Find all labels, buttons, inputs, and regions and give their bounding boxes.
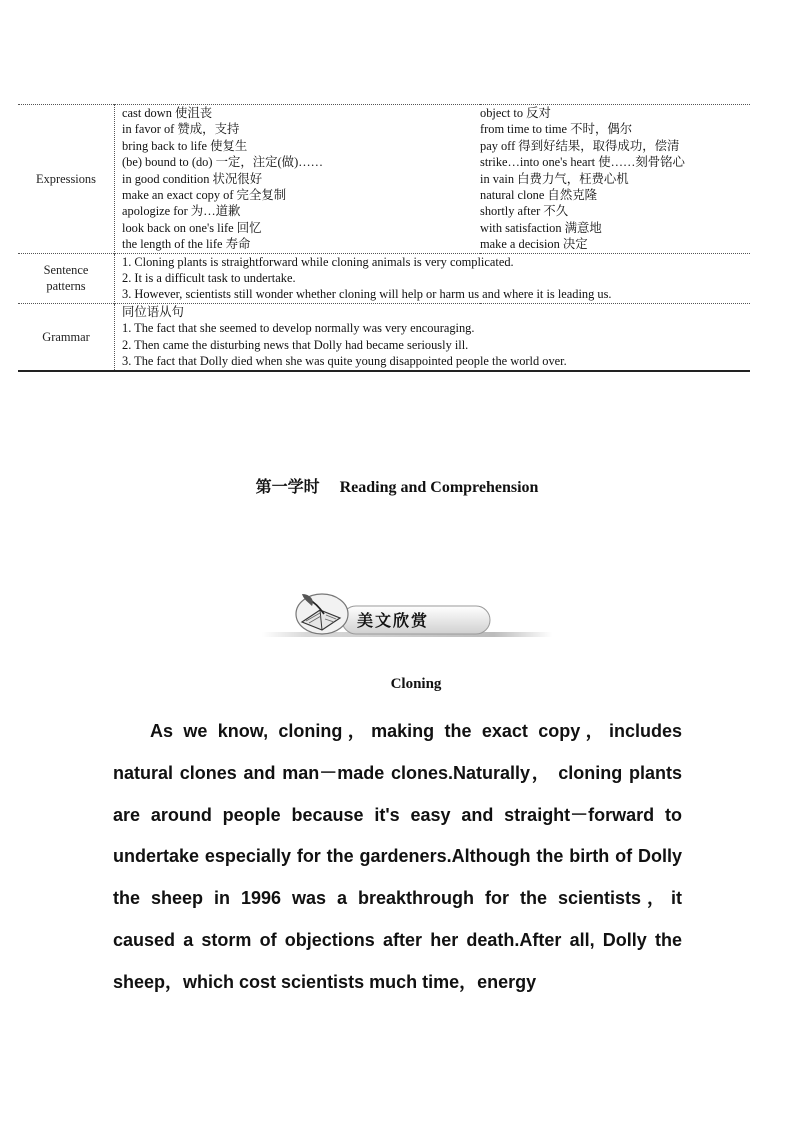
sentence-pattern-line: 2. It is a difficult task to undertake. — [122, 271, 296, 286]
expression-item: natural clone 自然克隆 — [480, 188, 597, 203]
lesson-title: Reading and Comprehension — [339, 479, 539, 496]
sentence-patterns-content — [115, 253, 751, 303]
sentence-pattern-line: 1. Cloning plants is straightforward while cloning animals is very complicated. — [122, 254, 514, 269]
expression-item: cast down 使沮丧 — [122, 106, 213, 120]
expressions-right-column — [480, 105, 750, 254]
expression-item: make an exact copy of 完全复制 — [122, 188, 287, 203]
expression-item: shortly after 不久 — [480, 204, 569, 219]
article-body: As we know, cloning，making the exact copy，includes natural clones and man－made clones.Naturally， cloning plants are around people because it's easy and straight－forward to undertake especially for the gardeners.Although the birth of Dolly the sheep in 1996 was a breakthrough for the scientists，it caused a storm of objections after her death.After all, Dolly the sheep，which cost scientists much time，energy — [113, 721, 682, 992]
grammar-content — [115, 303, 751, 370]
expression-item: make a decision 决定 — [480, 237, 588, 252]
grammar-row — [18, 303, 750, 370]
article-title: Cloning — [390, 676, 442, 692]
grammar-line: 3. The fact that Dolly died when she was quite young disappointed people the world over. — [122, 354, 567, 369]
expressions-left-column — [115, 105, 481, 254]
expression-item: in vain 白费力气，枉费心机 — [480, 171, 629, 186]
sentence-patterns-label: Sentence patterns — [18, 253, 115, 303]
expression-item: (be) bound to (do) 一定，注定(做)…… — [122, 155, 323, 170]
sentence-pattern-line: 3. However, scientists still wonder whether cloning will help or harm us and where it is leading us. — [122, 287, 612, 302]
expression-item: look back on one's life 回忆 — [122, 220, 262, 235]
expression-item: strike…into one's heart 使……刻骨铭心 — [480, 155, 685, 170]
banner-text: 美文欣赏 — [357, 611, 430, 630]
grammar-label: Grammar — [18, 303, 115, 370]
expression-item: with satisfaction 满意地 — [480, 220, 602, 235]
lesson-heading — [0, 474, 794, 497]
expression-item: object to 反对 — [480, 106, 551, 120]
summary-table — [18, 104, 750, 372]
expression-item: in favor of 赞成，支持 — [122, 122, 240, 137]
expression-item: from time to time 不时，偶尔 — [480, 122, 633, 137]
expression-item: pay off 得到好结果，取得成功，偿清 — [480, 138, 680, 153]
grammar-line: 2. Then came the disturbing news that Dolly had became seriously ill. — [122, 337, 469, 352]
expression-item: in good condition 状况很好 — [122, 171, 263, 186]
expression-item: the length of the life 寿命 — [122, 237, 251, 252]
expression-item: apologize for 为…道歉 — [122, 204, 241, 219]
sentence-patterns-row — [18, 253, 750, 303]
book-quill-icon — [296, 594, 348, 634]
expression-item: bring back to life 使复生 — [122, 138, 248, 153]
lesson-period: 第一学时 — [255, 479, 320, 496]
grammar-line: 同位语从句 — [122, 304, 184, 319]
expressions-label: Expressions — [18, 105, 115, 254]
expressions-row — [18, 105, 750, 254]
grammar-line: 1. The fact that she seemed to develop normally was very encouraging. — [122, 321, 475, 336]
